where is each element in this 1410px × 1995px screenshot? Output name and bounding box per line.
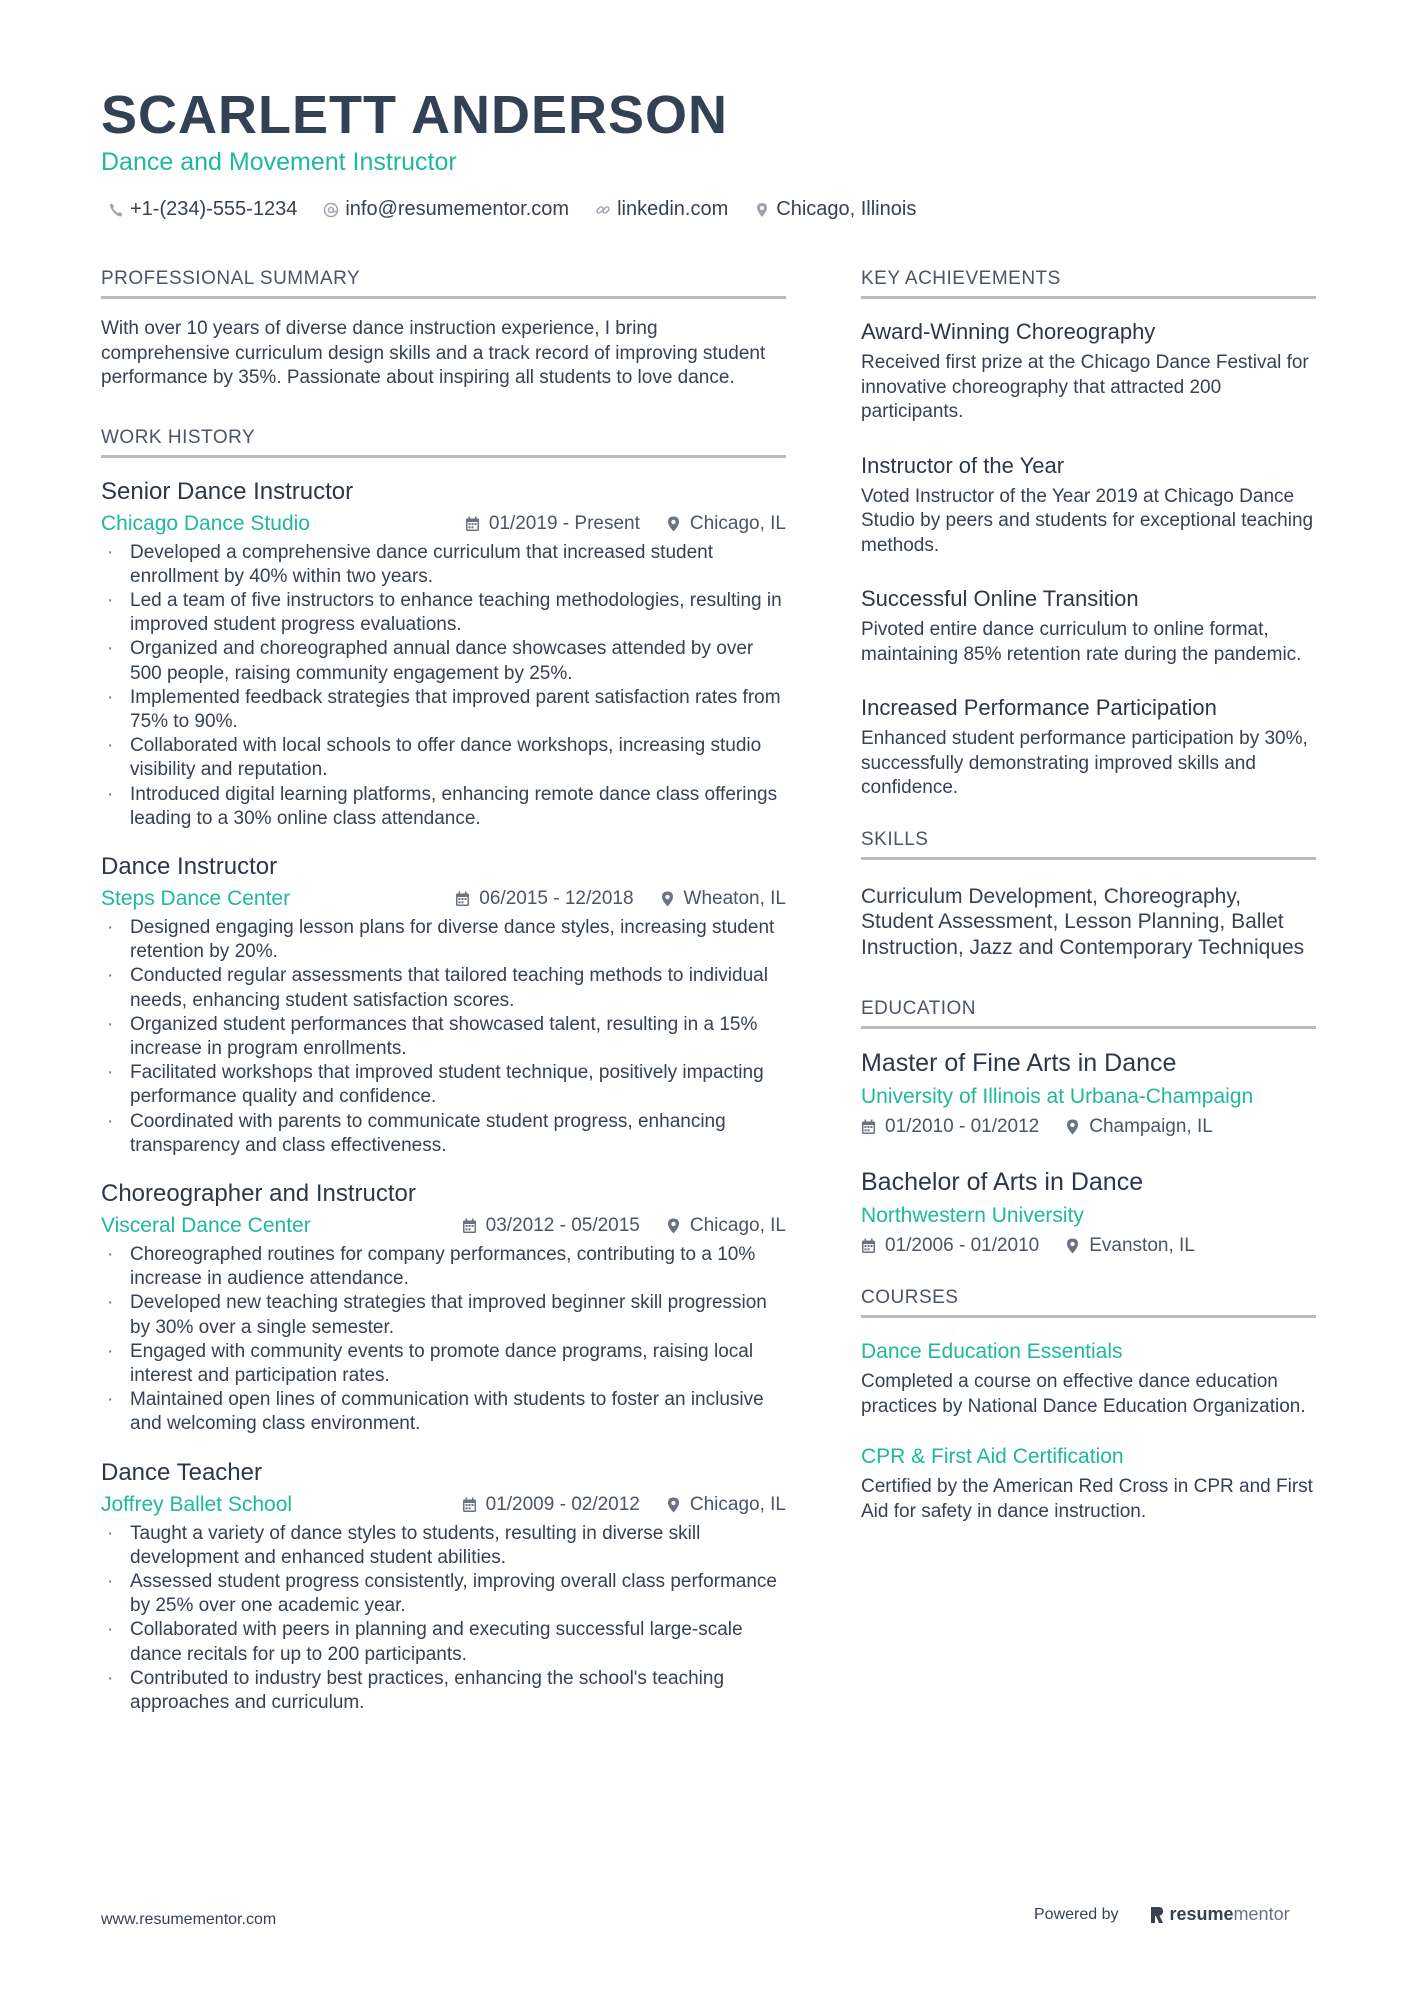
achievement-item	[861, 453, 1316, 559]
contact-email[interactable]	[323, 198, 569, 221]
job-location-text: Chicago, IL	[689, 1214, 786, 1236]
job-company: Chicago Dance Studio	[101, 511, 310, 535]
map-pin-icon	[754, 202, 770, 218]
right-column	[861, 268, 1316, 1550]
course-text: Completed a course on effective dance education practices by National Dance Education Organization.	[861, 1371, 1306, 1417]
job-location-text: Chicago, IL	[689, 1493, 786, 1515]
job-location-text: Chicago, IL	[689, 512, 786, 534]
course-list	[861, 1340, 1316, 1524]
job-bullet: · Implemented feedback strategies that improved parent satisfaction rates from 75% to 90%.	[101, 686, 786, 734]
job-entry	[101, 1180, 786, 1437]
job-dates-text: 01/2009 - 02/2012	[485, 1493, 640, 1515]
job-bullet: · Maintained open lines of communication with students to foster an inclusive and welcoming class environment.	[101, 1388, 786, 1436]
brand-light: mentor	[1233, 1904, 1290, 1924]
job-location	[666, 513, 786, 535]
map-pin-icon	[666, 516, 681, 532]
contact-location	[754, 198, 916, 221]
job-dates	[465, 513, 640, 535]
job-title: Dance Instructor	[101, 852, 278, 880]
job-bullet: · Developed new teaching strategies that improved beginner skill progression by 30% over a single semester.	[101, 1291, 786, 1339]
skills-text: Curriculum Development, Choreography, Student Assessment, Lesson Planning, Ballet Instruction, Jazz and Contemporary Techniques	[861, 884, 1305, 959]
job-meta	[101, 887, 786, 911]
job-bullet: · Coordinated with parents to communicate student progress, enhancing transparency and class effectiveness.	[101, 1110, 786, 1158]
achievement-title: Award-Winning Choreography	[861, 319, 1156, 344]
education-heading: EDUCATION	[861, 998, 1316, 1029]
course-title: CPR & First Aid Certification	[861, 1445, 1124, 1468]
job-location-text: Wheaton, IL	[683, 887, 786, 909]
education-location-text: Evanston, IL	[1089, 1235, 1195, 1256]
job-title: Dance Teacher	[101, 1458, 262, 1486]
courses-section	[861, 1287, 1316, 1524]
education-dates	[861, 1235, 1039, 1257]
link-icon	[595, 202, 611, 218]
education-school: University of Illinois at Urbana-Champaign	[861, 1085, 1254, 1108]
footer-powered	[1034, 1904, 1290, 1925]
education-degree: Master of Fine Arts in Dance	[861, 1049, 1177, 1077]
achievement-list	[861, 319, 1316, 801]
education-dates	[861, 1116, 1039, 1138]
job-list	[101, 478, 786, 1716]
achievement-text: Enhanced student performance participation by 30%, successfully demonstrating improved skills and confidence.	[861, 728, 1308, 798]
job-dates	[455, 888, 633, 910]
job-dates	[462, 1215, 640, 1237]
job-company: Visceral Dance Center	[101, 1213, 311, 1237]
job-bullet: · Developed a comprehensive dance curriculum that increased student enrollment by 40% within two years.	[101, 541, 786, 589]
achievement-text: Voted Instructor of the Year 2019 at Chicago Dance Studio by peers and students for exceptional teaching methods.	[861, 485, 1314, 556]
map-pin-icon	[666, 1497, 681, 1513]
job-bullet: · Contributed to industry best practices, enhancing the school's teaching approaches and curriculum.	[101, 1667, 786, 1715]
education-location	[1065, 1116, 1213, 1138]
achievement-text: Pivoted entire dance curriculum to online format, maintaining 85% retention rate during the pandemic.	[861, 619, 1302, 665]
job-bullets	[101, 1522, 786, 1716]
candidate-name: SCARLETT ANDERSON	[101, 85, 729, 145]
job-meta-right	[455, 888, 786, 910]
job-bullet: · Taught a variety of dance styles to students, resulting in diverse skill development and enhanced student abilities.	[101, 1522, 786, 1570]
powered-by-label: Powered by	[1034, 1905, 1119, 1923]
course-item	[861, 1340, 1316, 1419]
job-bullet: · Collaborated with local schools to offer dance workshops, increasing studio visibility and reputation.	[101, 734, 786, 782]
left-column	[101, 268, 786, 1737]
education-dates-text: 01/2006 - 01/2010	[885, 1235, 1040, 1256]
job-bullet: · Choreographed routines for company performances, contributing to a 10% increase in audience attendance.	[101, 1243, 786, 1291]
contact-linkedin[interactable]	[595, 198, 728, 221]
summary-section	[101, 268, 786, 391]
education-meta	[861, 1116, 1316, 1138]
calendar-icon	[455, 891, 470, 907]
map-pin-icon	[1065, 1238, 1080, 1254]
contact-phone[interactable]	[108, 198, 297, 221]
candidate-role: Dance and Movement Instructor	[101, 148, 457, 176]
education-location-text: Champaign, IL	[1089, 1116, 1213, 1137]
job-bullet: · Assessed student progress consistently, improving overall class performance by 25% over one academic year.	[101, 1570, 786, 1618]
job-bullet: · Led a team of five instructors to enhance teaching methodologies, resulting in improved student progress evaluations.	[101, 589, 786, 637]
job-meta	[101, 1214, 786, 1238]
contact-bar	[108, 198, 942, 221]
job-title: Choreographer and Instructor	[101, 1179, 416, 1207]
summary-heading: PROFESSIONAL SUMMARY	[101, 268, 786, 299]
job-dates-text: 06/2015 - 12/2018	[479, 887, 634, 909]
job-bullet: · Designed engaging lesson plans for diverse dance styles, increasing student retention by 20%.	[101, 916, 786, 964]
map-pin-icon	[1065, 1119, 1080, 1135]
brand-bold: resume	[1169, 1904, 1234, 1924]
achievement-text: Received first prize at the Chicago Dance Festival for innovative choreography that attracted 200 participants.	[861, 352, 1309, 422]
resumementor-logo-icon	[1149, 1905, 1165, 1925]
job-title: Senior Dance Instructor	[101, 477, 354, 505]
summary-text: With over 10 years of diverse dance instruction experience, I bring comprehensive curriculum design skills and a track record of improving student performance by 35%. Passionate about inspiring all students to love dance.	[101, 318, 766, 388]
job-entry	[101, 1459, 786, 1716]
job-bullet: · Conducted regular assessments that tailored teaching methods to individual needs, enhancing student satisfaction scores.	[101, 964, 786, 1012]
calendar-icon	[861, 1238, 876, 1254]
job-dates-text: 01/2019 - Present	[488, 512, 640, 534]
job-company: Joffrey Ballet School	[101, 1492, 293, 1516]
education-location	[1065, 1235, 1195, 1257]
job-bullet: · Facilitated workshops that improved student technique, positively impacting performance quality and confidence.	[101, 1061, 786, 1109]
email-text: info@resumementor.com	[345, 198, 570, 220]
at-icon	[323, 202, 339, 218]
phone-text: +1-(234)-555-1234	[130, 198, 298, 220]
job-meta-right	[462, 1215, 786, 1237]
linkedin-text: linkedin.com	[617, 198, 729, 220]
work-heading: WORK HISTORY	[101, 427, 786, 458]
job-meta	[101, 1493, 786, 1517]
course-title: Dance Education Essentials	[861, 1340, 1123, 1363]
job-entry	[101, 478, 786, 831]
calendar-icon	[462, 1218, 477, 1234]
course-item	[861, 1445, 1316, 1524]
achievement-title: Successful Online Transition	[861, 586, 1139, 611]
calendar-icon	[861, 1119, 876, 1135]
brand-logo[interactable]	[1149, 1904, 1290, 1925]
job-location	[666, 1494, 786, 1516]
job-company: Steps Dance Center	[101, 886, 291, 910]
job-bullet: · Organized student performances that showcased talent, resulting in a 15% increase in program enrollments.	[101, 1013, 786, 1061]
course-text: Certified by the American Red Cross in CPR and First Aid for safety in dance instruction.	[861, 1476, 1313, 1522]
job-bullet: · Organized and choreographed annual dance showcases attended by over 500 people, raising community engagement by 25%.	[101, 637, 786, 685]
achievement-item	[861, 695, 1316, 801]
achievements-heading: KEY ACHIEVEMENTS	[861, 268, 1316, 299]
map-pin-icon	[666, 1218, 681, 1234]
achievement-title: Instructor of the Year	[861, 452, 1065, 478]
achievement-title: Increased Performance Participation	[861, 695, 1217, 720]
location-text: Chicago, Illinois	[776, 198, 917, 220]
job-location	[666, 1215, 786, 1237]
job-bullet: · Engaged with community events to promote dance programs, raising local interest and participation rates.	[101, 1340, 786, 1388]
education-item	[861, 1168, 1316, 1257]
map-pin-icon	[660, 891, 675, 907]
phone-icon	[108, 202, 124, 218]
job-bullets	[101, 916, 786, 1158]
education-meta	[861, 1235, 1316, 1257]
job-bullets	[101, 541, 786, 831]
work-section	[101, 427, 786, 1716]
achievement-item	[861, 586, 1316, 667]
skills-heading: SKILLS	[861, 829, 1316, 860]
job-dates	[462, 1494, 640, 1516]
footer-website[interactable]: www.resumementor.com	[101, 1911, 277, 1928]
education-list	[861, 1049, 1316, 1257]
job-location	[660, 888, 786, 910]
education-item	[861, 1049, 1316, 1138]
job-meta-right	[462, 1494, 786, 1516]
achievements-section	[861, 268, 1316, 801]
education-school: Northwestern University	[861, 1204, 1084, 1227]
job-dates-text: 03/2012 - 05/2015	[485, 1214, 640, 1236]
job-meta	[101, 512, 786, 536]
calendar-icon	[462, 1497, 477, 1513]
job-meta-right	[465, 513, 786, 535]
achievement-item	[861, 319, 1316, 425]
skills-section	[861, 829, 1316, 961]
education-dates-text: 01/2010 - 01/2012	[885, 1116, 1040, 1137]
education-degree: Bachelor of Arts in Dance	[861, 1168, 1144, 1196]
job-entry	[101, 853, 786, 1158]
education-section	[861, 998, 1316, 1257]
courses-heading: COURSES	[861, 1287, 1316, 1318]
calendar-icon	[465, 516, 480, 532]
job-bullet: · Collaborated with peers in planning and executing successful large-scale dance recitals for up to 200 participants.	[101, 1618, 786, 1666]
job-bullet: · Introduced digital learning platforms, enhancing remote dance class offerings leading to a 30% online class attendance.	[101, 783, 786, 831]
job-bullets	[101, 1243, 786, 1437]
